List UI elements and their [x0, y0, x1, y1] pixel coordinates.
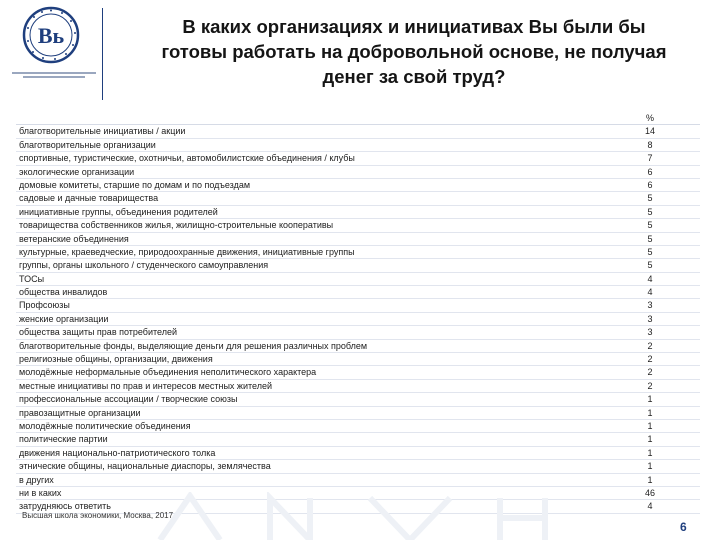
row-value: 3 [647, 313, 653, 324]
table-row [16, 286, 700, 299]
row-value: 2 [647, 354, 653, 365]
row-label: профессиональные ассоциации / творческие союзы [19, 394, 238, 405]
row-value: 6 [647, 179, 653, 190]
row-label: благотворительные инициативы / акции [19, 126, 186, 137]
table-row [16, 299, 700, 312]
table-row [16, 152, 700, 165]
row-value: 1 [647, 420, 653, 431]
row-label: правозащитные организации [19, 407, 141, 418]
table-row [16, 460, 700, 473]
row-value: 3 [647, 327, 653, 338]
row-value: 8 [647, 139, 653, 150]
table-row [16, 326, 700, 339]
table-header-row [16, 112, 700, 125]
table-row [16, 353, 700, 366]
table-row [16, 246, 700, 259]
emblem-text: Вь [37, 23, 65, 48]
row-value: 1 [647, 434, 653, 445]
row-value: 6 [647, 166, 653, 177]
row-value: 46 [644, 487, 655, 498]
table-row [16, 233, 700, 246]
row-value: 1 [647, 394, 653, 405]
row-value: 1 [647, 461, 653, 472]
row-value: 5 [647, 193, 653, 204]
title-line-1: В каких организациях и инициативах Вы были бы [182, 16, 646, 37]
table-row [16, 420, 700, 433]
hse-emblem-icon [22, 6, 80, 64]
table-row [16, 179, 700, 192]
row-label: Профсоюзы [19, 300, 70, 311]
row-value: 4 [647, 273, 653, 284]
row-value: 3 [647, 300, 653, 311]
row-label: ни в каких [19, 487, 62, 498]
table-row [16, 166, 700, 179]
table-row [16, 366, 700, 379]
row-value: 7 [647, 153, 653, 164]
row-label: этнические общины, национальные диаспоры, землячества [19, 461, 271, 472]
row-label: женские организации [19, 313, 109, 324]
header-divider [102, 8, 103, 100]
table-row [16, 206, 700, 219]
row-label: религиозные общины, организации, движения [19, 354, 213, 365]
row-value: 5 [647, 233, 653, 244]
row-label: политические партии [19, 434, 108, 445]
row-label: молодёжные неформальные объединения неполитического характера [19, 367, 317, 378]
row-label: благотворительные фонды, выделяющие деньги для решения различных проблем [19, 340, 368, 351]
table-row [16, 474, 700, 487]
row-label: ТОСы [19, 273, 45, 284]
table-row [16, 259, 700, 272]
slide-title [118, 14, 710, 89]
row-label: молодёжные политические объединения [19, 420, 191, 431]
page-number: 6 [680, 520, 687, 534]
row-label: затрудняюсь ответить [19, 501, 111, 512]
row-value: 1 [647, 474, 653, 485]
row-label: в других [19, 474, 54, 485]
hse-logo [6, 6, 102, 96]
background-pattern-icon [150, 492, 610, 540]
row-label: ветеранские объединения [19, 233, 129, 244]
row-label: экологические организации [19, 166, 135, 177]
table-row [16, 433, 700, 446]
results-table [16, 112, 700, 514]
table-row [16, 313, 700, 326]
title-line-3: денег за свой труд? [322, 66, 506, 87]
row-label: местные инициативы по прав и интересов местных жителей [19, 380, 272, 391]
row-value: 5 [647, 246, 653, 257]
row-label: садовые и дачные товарищества [19, 193, 159, 204]
header-percent: % [645, 113, 654, 123]
row-value: 1 [647, 407, 653, 418]
title-line-2: готовы работать на добровольной основе, не получая [161, 41, 667, 62]
row-label: благотворительные организации [19, 139, 156, 150]
row-label: товарищества собственников жилья, жилищно-строительные кооперативы [19, 220, 334, 231]
table-row [16, 447, 700, 460]
row-value: 4 [647, 287, 653, 298]
row-value: 4 [647, 501, 653, 512]
row-label: инициативные группы, объединения родителей [19, 206, 218, 217]
table-row [16, 380, 700, 393]
row-value: 5 [647, 206, 653, 217]
row-label: группы, органы школьного / студенческого самоуправления [19, 260, 269, 271]
row-label: общества инвалидов [19, 287, 108, 298]
row-value: 5 [647, 220, 653, 231]
row-value: 5 [647, 260, 653, 271]
table-row [16, 125, 700, 138]
row-label: движения национально-патриотического толка [19, 447, 216, 458]
row-value: 2 [647, 340, 653, 351]
table-row [16, 219, 700, 232]
row-value: 14 [644, 126, 655, 137]
row-value: 2 [647, 367, 653, 378]
footer-caption: Высшая школа экономики, Москва, 2017 [22, 511, 174, 520]
table-row [16, 273, 700, 286]
row-label: спортивные, туристические, охотничьи, автомобилистские объединения / клубы [19, 153, 355, 164]
logo-caption [12, 72, 96, 80]
table-row [16, 393, 700, 406]
table-row [16, 407, 700, 420]
row-label: культурные, краеведческие, природоохранные движения, инициативные группы [19, 246, 355, 257]
row-label: общества защиты прав потребителей [19, 327, 178, 338]
row-value: 2 [647, 380, 653, 391]
row-value: 1 [647, 447, 653, 458]
row-label: домовые комитеты, старшие по домам и по подъездам [19, 179, 251, 190]
table-row [16, 340, 700, 353]
table-row [16, 192, 700, 205]
table-row [16, 139, 700, 152]
